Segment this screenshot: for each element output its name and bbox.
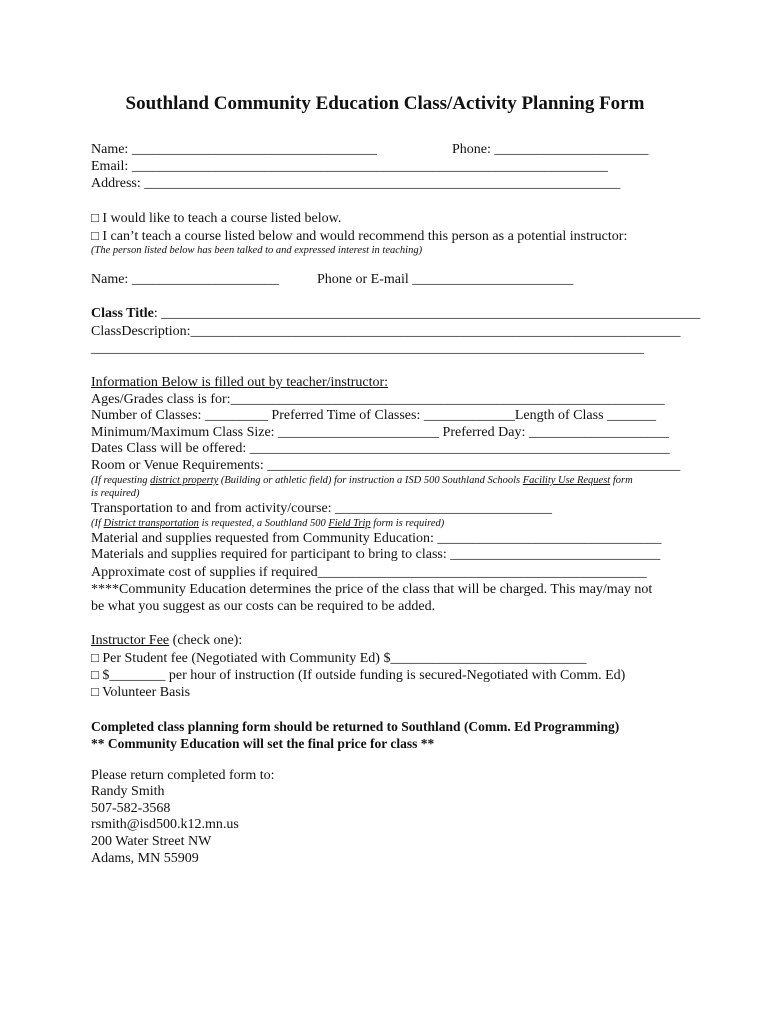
contact-phone: 507-582-3568 (91, 801, 171, 816)
instructor-fee-suffix: (check one): (169, 633, 243, 648)
price-note-line-2: be what you suggest as our costs can be required to be added. (91, 599, 436, 614)
instructor-fee-heading (91, 632, 242, 649)
fee-volunteer-label: Volunteer Basis (102, 685, 191, 700)
district-transportation-link[interactable]: District transportation (103, 518, 199, 529)
recommend-note: (The person listed below has been talked to and expressed interest in teaching) (91, 245, 423, 256)
checkbox-per-student: □ (91, 650, 99, 665)
return-to-label: Please return completed form to: (91, 768, 275, 783)
facility-note-text: form (610, 475, 633, 486)
district-property-link[interactable]: district property (150, 475, 219, 486)
facility-note-text: (If requesting (91, 475, 151, 486)
contact-city: Adams, MN 55909 (91, 851, 199, 866)
class-description-line: _______________________________________________________________________________ (91, 341, 644, 356)
facility-note-text: (Building or athletic field) for instruction a ISD 500 Southland Schools (218, 475, 523, 486)
checkbox-volunteer: □ (91, 684, 99, 699)
option-recommend (91, 227, 627, 245)
address-field-label: Address: ____________________________________________________________________ (91, 176, 621, 191)
field-trip-note (91, 517, 444, 530)
checkbox-recommend: □ (91, 228, 99, 243)
field-trip-note-text: (If (91, 518, 104, 529)
class-description-label: ClassDescription:______________________________________________________________________ (91, 324, 681, 339)
facility-use-note (91, 474, 633, 487)
supplies-cost-label: Approximate cost of supplies if required_______________________________________________ (91, 565, 647, 580)
field-trip-link[interactable]: Field Trip (328, 518, 371, 529)
instructor-name-label: Name: _____________________ (91, 272, 279, 287)
option-teach (91, 209, 341, 227)
class-title-label: Class Title (91, 306, 154, 321)
name-field-label: Name: ___________________________________ (91, 142, 377, 157)
option-teach-label: I would like to teach a course listed below. (102, 211, 342, 226)
classes-time-length-label: Number of Classes: _________ Preferred Time of Classes: _____________Length of Class _______ (91, 408, 657, 423)
class-size-day-label: Minimum/Maximum Class Size: _______________________ Preferred Day: ____________________ (91, 425, 669, 440)
contact-email[interactable]: rsmith@isd500.k12.mn.us (91, 817, 239, 832)
price-note-line-1: ****Community Education determines the price of the class that will be charged. This may/may not (91, 582, 653, 597)
supplies-ce-label: Material and supplies requested from Community Education: ________________________________ (91, 531, 662, 546)
ages-grades-label: Ages/Grades class is for:______________________________________________________________ (91, 392, 665, 407)
field-trip-note-text: is requested, a Southland 500 (198, 518, 329, 529)
facility-use-note-cont: is required) (91, 488, 140, 499)
supplies-participant-label: Materials and supplies required for participant to bring to class: ______________________________ (91, 547, 661, 562)
final-price-note: ** Community Education will set the final price for class ** (91, 736, 435, 751)
room-venue-label: Room or Venue Requirements: ___________________________________________________________ (91, 458, 681, 473)
email-field-label: Email: ____________________________________________________________________ (91, 159, 608, 174)
class-title-line: : _____________________________________________________________________________ (153, 306, 701, 321)
fee-option-per-student (91, 649, 586, 667)
fee-per-student-label: Per Student fee (Negotiated with Community Ed) $____________________________ (102, 651, 587, 666)
facility-use-request-link[interactable]: Facility Use Request (522, 475, 611, 486)
checkbox-per-hour: □ (91, 667, 99, 682)
instructor-contact-label: Phone or E-mail _______________________ (317, 272, 574, 287)
class-title-row (91, 305, 700, 322)
teacher-section-heading: Information Below is filled out by teacher/instructor: (91, 375, 389, 390)
return-instructions: Completed class planning form should be returned to Southland (Comm. Ed Programming) (91, 719, 620, 734)
fee-option-volunteer (91, 683, 190, 701)
checkbox-teach: □ (91, 210, 99, 225)
contact-street: 200 Water Street NW (91, 834, 212, 849)
phone-field-label: Phone: ______________________ (452, 142, 649, 157)
fee-per-hour-label: $________ per hour of instruction (If outside funding is secured-Negotiated with Comm. Ed) (102, 668, 626, 683)
contact-name: Randy Smith (91, 784, 165, 799)
instructor-fee-title: Instructor Fee (91, 633, 170, 648)
form-title: Southland Community Education Class/Activity Planning Form (125, 93, 645, 114)
transportation-label: Transportation to and from activity/course: _______________________________ (91, 501, 553, 516)
option-recommend-label: I can’t teach a course listed below and would recommend this person as a potential instructor: (102, 229, 628, 244)
fee-option-per-hour (91, 666, 625, 684)
field-trip-note-text: form is required) (370, 518, 445, 529)
dates-offered-label: Dates Class will be offered: ____________________________________________________________ (91, 441, 670, 456)
